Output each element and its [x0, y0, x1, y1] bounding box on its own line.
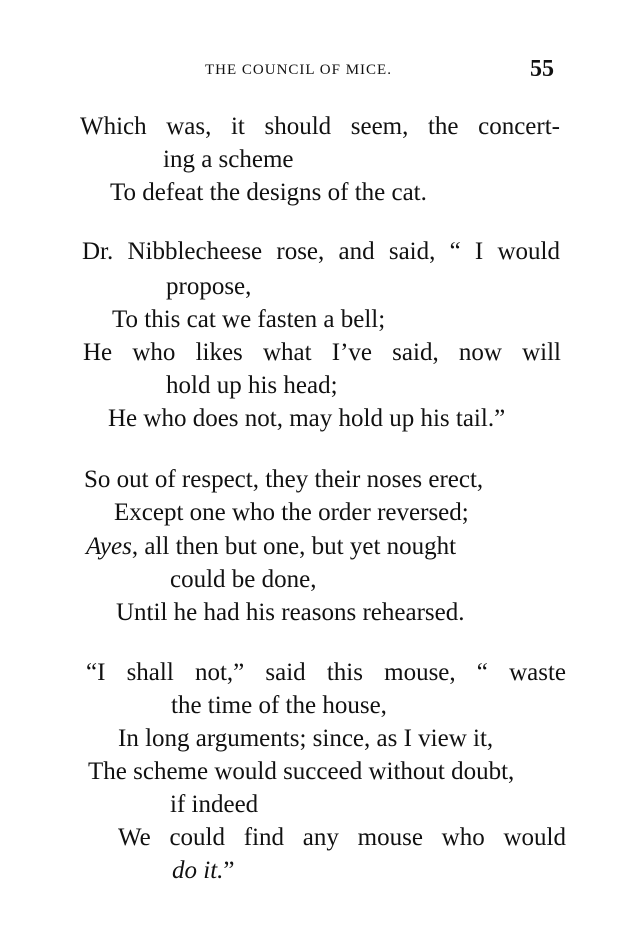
poem-line [86, 532, 456, 562]
running-title: THE COUNCIL OF MICE. [205, 62, 392, 78]
poem-line: propose, [166, 273, 252, 300]
poem-line: Except one who the order reversed; [114, 499, 469, 526]
poem-line: Until he had his reasons rehearsed. [116, 599, 465, 626]
poem-line: Which was, it should seem, the concert- [80, 113, 560, 140]
poem-line [172, 856, 235, 886]
poem-line: ing a scheme [163, 146, 294, 173]
poem-line: To this cat we fasten a bell; [112, 306, 386, 333]
poem-line: the time of the house, [171, 692, 387, 719]
poem-line: To defeat the designs of the cat. [110, 179, 427, 206]
poem-line: “I shall not,” said this mouse, “ waste [86, 659, 566, 686]
line-text: ” [223, 857, 235, 884]
poem-line: He who does not, may hold up his tail.” [108, 405, 506, 432]
italic-word: Ayes [86, 533, 132, 560]
italic-word: do it. [172, 857, 224, 884]
poem-line: In long arguments; since, as I view it, [118, 725, 494, 752]
poem-line: We could find any mouse who would [118, 824, 566, 851]
poem-line: Dr. Nibblecheese rose, and said, “ I would [82, 238, 560, 265]
poem-line: The scheme would succeed without doubt, [88, 758, 515, 785]
line-text: , all then but one, but yet nought [131, 533, 457, 560]
poem-line: He who likes what I’ve said, now will [83, 339, 561, 366]
poem-line: So out of respect, they their noses erect, [84, 466, 484, 493]
poem-line: hold up his head; [166, 372, 338, 399]
poem-line: could be done, [170, 566, 317, 593]
page-number: 55 [530, 56, 554, 82]
poem-line: if indeed [170, 791, 259, 818]
